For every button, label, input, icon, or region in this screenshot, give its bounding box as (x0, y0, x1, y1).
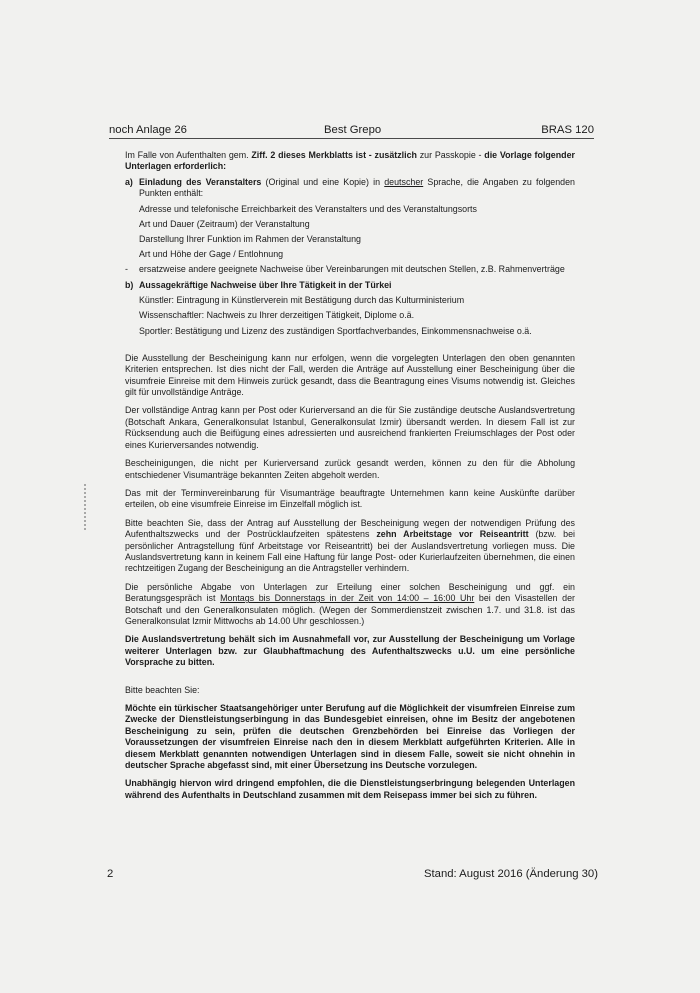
item-b-title: Aussagekräftige Nachweise über Ihre Tätigkeit in der Türkei (139, 279, 392, 290)
item-b (125, 280, 575, 337)
dash-label: - (125, 264, 128, 275)
item-a-text-1: (Original und eine Kopie) in (261, 176, 385, 187)
item-a-text-2: Sprache, die Angaben zu folgenden Punkten enthält: (139, 176, 575, 199)
paragraph-reservation (125, 634, 575, 668)
intro-paragraph (125, 150, 575, 173)
header-right: BRAS 120 (541, 124, 594, 136)
intro-bold-2: die Vorlage folgender Unterlagen erforderlich: (125, 150, 575, 172)
item-a-intro (139, 177, 575, 200)
recommendation-bold: Unabhängig hiervon wird dringend empfohlen, die die Dienstleistungserbringung belegenden Unterlagen während des Aufenthalts in Deutschland zusammen mit dem Reisepass immer bei sich zu führen. (125, 778, 575, 800)
dash-item (125, 264, 575, 275)
item-a-point: Darstellung Ihrer Funktion im Rahmen der Veranstaltung (139, 234, 361, 245)
note-label: Bitte beachten Sie: (125, 684, 200, 695)
intro-text-1: Im Falle von Aufenthalten gem. (125, 150, 252, 160)
submission-hours: Montags bis Donnerstags in der Zeit von 14:00 – 16:00 Uhr (220, 593, 475, 604)
header-center: Best Grepo (324, 124, 382, 136)
item-a-points (139, 204, 575, 261)
margin-mark (84, 484, 86, 530)
deadline-text-2: (bzw. bei persönlicher Antragstellung fünf Arbeitstage vor Reiseantritt) bei der Auslandsvertretung vorliegen muss. Die Auslandsvertretung kann in keinem Fall eine Haftung für lange Post- oder Kurierlaufzeiten übernehmen, die einen rechtzeitigen Zugang der Bescheinigung an die Antragsteller verhindern. (125, 529, 575, 574)
intro-text-2: zur Passkopie - (416, 150, 485, 160)
item-a-label: a) (125, 176, 133, 187)
paragraph-appointments: Das mit der Terminvereinbarung für Visumanträge beauftragte Unternehmen kann keine Auskünfte darüber erteilen, ob eine visumfreie Einreise im Einzelfall möglich ist. (125, 487, 575, 510)
deadline-text-1: Bitte beachten Sie, dass der Antrag auf Ausstellung der Bescheinigung wegen der notwendigen Prüfung des Aufenthaltszwecks und der Postrücklaufzeiten spätestens (125, 517, 575, 540)
page-number: 2 (107, 868, 114, 880)
submission-text-2: bei den Visastellen der Botschaft und den Generalkonsulaten möglich. (Wegen der Sommerdienstzeit zwischen 1.7. und 31.8. ist das Generalkonsulat Izmir Mittwochs ab 14.00 Uhr geschlossen.) (125, 593, 575, 626)
item-b-title-line (139, 280, 575, 291)
item-a-point: Art und Dauer (Zeitraum) der Veranstaltung (139, 218, 310, 229)
item-a (125, 177, 575, 261)
item-b-point: Sportler: Bestätigung und Lizenz des zuständigen Sportfachverbandes, Einkommensnachweise o.ä. (139, 325, 532, 336)
item-b-point: Wissenschaftler: Nachweis zu Ihrer derzeitigen Tätigkeit, Diplome o.ä. (139, 310, 415, 321)
item-b-point: Künstler: Eintragung in Künstlerverein mit Bestätigung durch das Kulturministerium (139, 295, 465, 306)
document-body (125, 150, 575, 801)
deadline-bold: zehn Arbeitstage vor Reiseantritt (376, 529, 529, 540)
item-a-point: Adresse und telefonische Erreichbarkeit des Veranstalters und des Veranstaltungsorts (139, 203, 477, 214)
paragraph-postal: Der vollständige Antrag kann per Post oder Kurierversand an die für Sie zuständige deutsche Auslandsvertretung (Botschaft Ankara, Generalkonsulat Istanbul, Generalkonsulat Izmir) übersandt werden. In diesem Fall ist zur Rücksendung auch die Beifügung eines adressierten und ausreichend frankierten Freiumschlages der Post oder eines Kurierversandes notwendig. (125, 405, 575, 450)
paragraph-personal-submission (125, 582, 575, 628)
item-a-title: Einladung des Veranstalters (139, 176, 262, 187)
border-check-bold: Möchte ein türkischer Staatsangehöriger unter Berufung auf die Möglichkeit der visumfreien Einreise zum Zwecke der Dienstleistungserbingung in das Bundesgebiet einreisen, ohne im Besitz der angebotenen Bescheinigung zu sein, prüfen die deutschen Grenzbehörden bei Einreise das Vorliegen der Voraussetzungen der visumfreien Einreise nach den in diesem Merkblatt aufgeführten Kriterien. Alle in diesem Merkblatt genannten notwendigen Unterlagen sind in diesem Falle, soweit sie nicht ohnehin in deutscher Sprache abgefasst sind, mit einer Übersetzung ins Deutsche vorzulegen. (125, 703, 575, 771)
reservation-bold: Die Auslandsvertretung behält sich im Ausnahmefall vor, zur Ausstellung der Bescheinigung um Vorlage weiterer Unterlagen bzw. zur Glaubhaftmachung des Aufenthaltszwecks u.U. um eine persönliche Vorsprache zu bitten. (125, 634, 575, 668)
paragraph-recommendation (125, 778, 575, 801)
paragraph-deadline (125, 518, 575, 575)
dash-text: ersatzweise andere geeignete Nachweise über Vereinbarungen mit deutschen Stellen, z.B. Rahmenverträge (139, 264, 565, 275)
item-b-points (139, 295, 575, 337)
item-b-label: b) (125, 279, 134, 290)
paragraph-issuance: Die Ausstellung der Bescheinigung kann nur erfolgen, wenn die vorgelegten Unterlagen den oben genannten Kriterien entsprechen. Ist dies nicht der Fall, werden die Anträge auf Ausstellung einer Bescheinigung über die visumfreie Einreise mit dem Hinweis zurück gesandt, dass die Beantragung eines Visums notwendig ist. Gleiches gilt für unvollständige Anträge. (125, 352, 575, 398)
item-a-underlined: deutscher (384, 176, 424, 187)
paragraph-border-check (125, 703, 575, 771)
item-a-point: Art und Höhe der Gage / Entlohnung (139, 249, 284, 260)
header-left: noch Anlage 26 (109, 124, 187, 136)
submission-text-1: Die persönliche Abgabe von Unterlagen zur Erteilung einer solchen Bescheinigung und ggf. ein Beratungsgespräch ist (125, 581, 575, 604)
page-header (109, 124, 594, 139)
intro-bold-1: Ziff. 2 dieses Merkblatts ist - zusätzlich (251, 150, 417, 160)
paragraph-pickup: Bescheinigungen, die nicht per Kurierversand zurück gesandt werden, können zu den für die Abholung entschiedener Visumanträge bekannten Zeiten abgeholt werden. (125, 458, 575, 480)
revision-status: Stand: August 2016 (Änderung 30) (424, 868, 598, 880)
